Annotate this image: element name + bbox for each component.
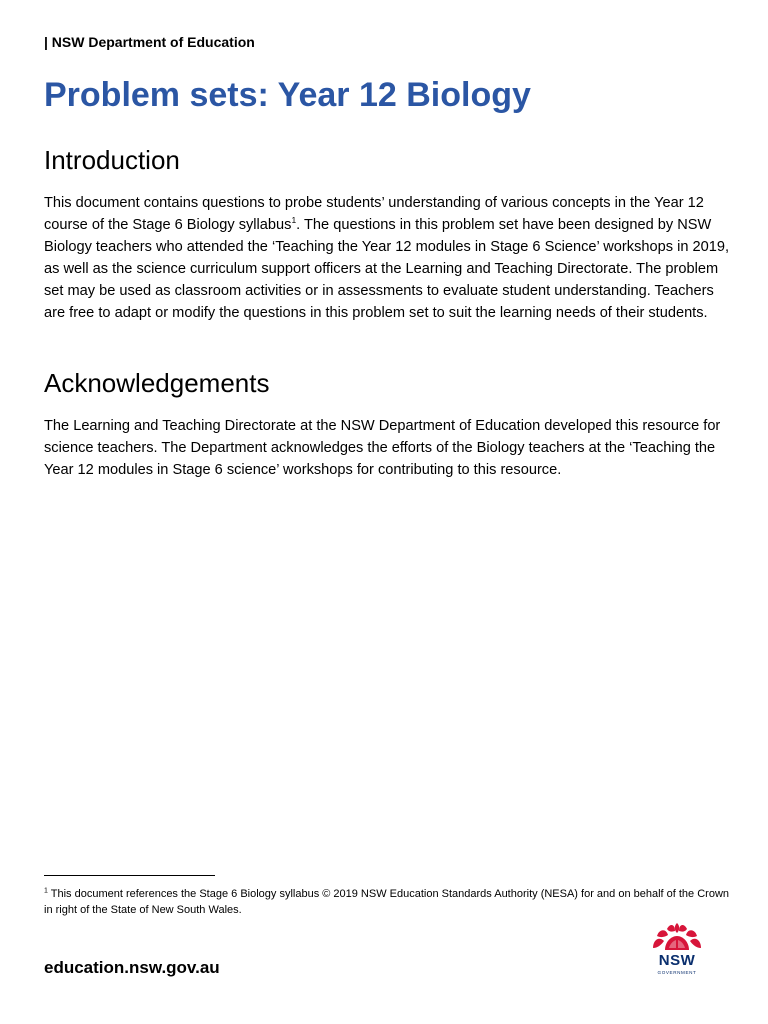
footnote-text: This document references the Stage 6 Biology syllabus © 2019 NSW Education Standards Authority (NESA) for and on behalf of the Crown in right of the State of New South Wales.	[44, 888, 730, 916]
footnote-separator	[44, 875, 215, 876]
introduction-heading: Introduction	[44, 145, 180, 175]
acknowledgements-heading: Acknowledgements	[44, 368, 270, 398]
footnote-reference[interactable]: 1	[291, 215, 297, 226]
nsw-government-logo	[649, 922, 705, 980]
waratah-flower-icon	[649, 922, 705, 954]
introduction-text-start: This document contains questions to probe students’ understanding of various concepts in the Year 12 course of the Stage 6 Biology syllabus	[44, 195, 704, 234]
introduction-text-end: . The questions in this problem set have been designed by NSW Biology teachers who attended the ‘Teaching the Year 12 modules in Stage 6 Science’ workshops in 2019, as well as the science curriculum support officers at the Learning and Teaching Directorate. The problem set may be used as classroom activities or in assessments to evaluate student understanding. Teachers are free to adapt or modify the questions in this problem set to suit the learning needs of their students.	[44, 217, 730, 322]
acknowledgements-paragraph: The Learning and Teaching Directorate at the NSW Department of Education developed this resource for science teachers. The Department acknowledges the efforts of the Biology teachers at the ‘Teaching the Year 12 modules in Stage 6 science’ workshops for contributing to this resource.	[44, 418, 721, 479]
document-title: Problem sets: Year 12 Biology	[44, 76, 531, 114]
document-header: | NSW Department of Education	[44, 34, 255, 50]
introduction-paragraph	[44, 192, 734, 325]
footnote-marker: 1	[44, 887, 48, 895]
footer-url[interactable]: education.nsw.gov.au	[44, 958, 220, 977]
footnote	[44, 886, 734, 918]
logo-subtitle: GOVERNMENT	[657, 970, 697, 975]
logo-wordmark: NSW	[658, 952, 696, 969]
